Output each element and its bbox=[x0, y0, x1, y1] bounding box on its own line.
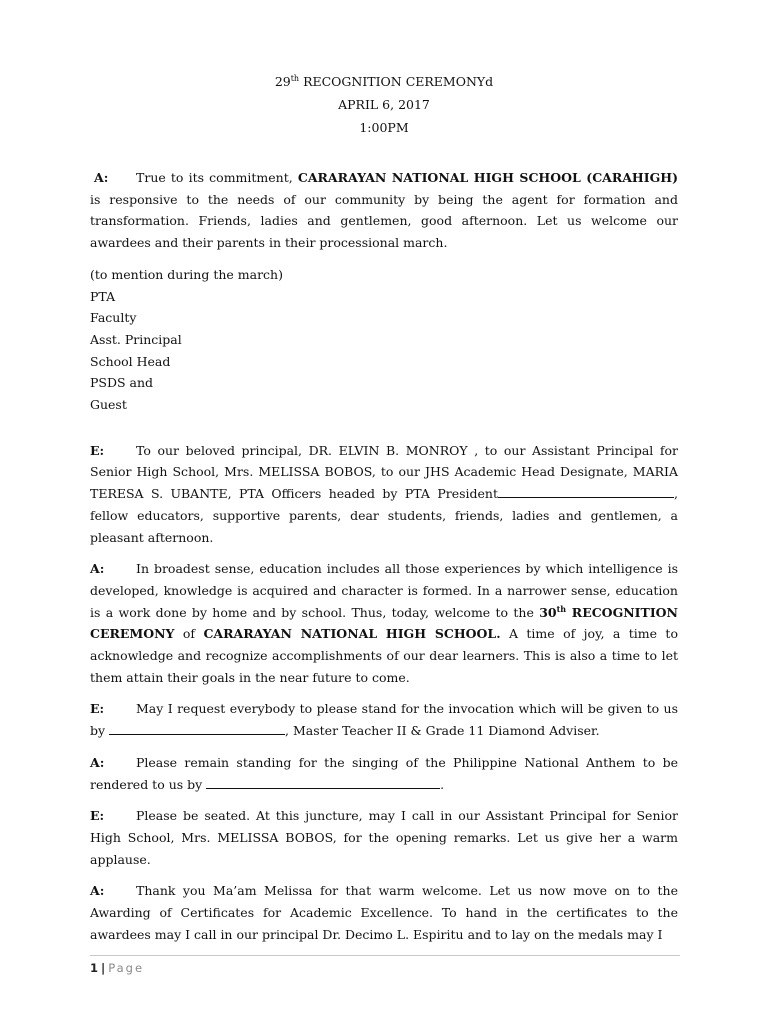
paragraph-4: E: May I request everybody to please stand for the invocation which will be given to us by , Master Teacher II & Grade 11 Diamond Adviser. bbox=[90, 698, 678, 741]
march-heading: (to mention during the march) bbox=[90, 266, 283, 282]
speaker-label: E: bbox=[90, 808, 105, 824]
document-header bbox=[0, 70, 768, 139]
page-number: 1 bbox=[90, 961, 99, 975]
speaker-label: E: bbox=[90, 442, 105, 458]
speaker-label: A: bbox=[90, 561, 105, 577]
paragraph-2: E: To our beloved principal, DR. ELVIN B. MONROY , to our Assistant Principal for Senior High School, Mrs. MELISSA BOBOS, to our JHS Academic Head Designate, MARIA TERESA S. UBANTE, PTA Officers headed by PTA President , fellow educators, supportive parents, dear students, friends, ladies and gentlemen, a pleasant afternoon. bbox=[90, 440, 678, 549]
list-item: Guest bbox=[90, 397, 127, 413]
list-item: Faculty bbox=[90, 310, 137, 326]
paragraph-1: A: True to its commitment, CARARAYAN NATIONAL HIGH SCHOOL (CARAHIGH) is responsive to the needs of our community by being the agent for formation and transformation. Friends, ladies and gentlemen, good afternoon. Let us welcome our awardees and their parents in their processional march. bbox=[90, 167, 678, 254]
script-body bbox=[90, 167, 678, 956]
list-item: Asst. Principal bbox=[90, 331, 182, 347]
fill-in-blank bbox=[498, 486, 674, 498]
paragraph-7: A: Thank you Ma’am Melissa for that warm welcome. Let us now move on to the Awarding of Certificates for Academic Excellence. To hand in the certificates to the awardees may I call in our principal Dr. Decimo L. Espiritu and to lay on the medals may I bbox=[90, 880, 678, 945]
ceremony-time: 1:00PM bbox=[359, 120, 409, 135]
list-item: PSDS and bbox=[90, 375, 154, 391]
march-list bbox=[90, 264, 678, 416]
fill-in-blank bbox=[206, 777, 440, 789]
ceremony-date: APRIL 6, 2017 bbox=[338, 97, 430, 112]
ceremony-title: 29th RECOGNITION CEREMONYd bbox=[274, 73, 494, 89]
list-item: School Head bbox=[90, 353, 171, 369]
list-item: PTA bbox=[90, 288, 116, 304]
speaker-label: A: bbox=[90, 754, 105, 770]
paragraph-6: E: Please be seated. At this juncture, may I call in our Assistant Principal for Senior High School, Mrs. MELISSA BOBOS, for the opening remarks. Let us give her a warm applause. bbox=[90, 805, 678, 870]
page-footer bbox=[90, 955, 680, 975]
speaker-label: A: bbox=[90, 883, 105, 899]
speaker-label: A: bbox=[94, 170, 109, 185]
footer-separator: | bbox=[101, 961, 106, 975]
paragraph-5: A: Please remain standing for the singing of the Philippine National Anthem to be rendered to us by . bbox=[90, 752, 678, 795]
speaker-label: E: bbox=[90, 701, 105, 717]
paragraph-3: A: In broadest sense, education includes all those experiences by which intelligence is developed, knowledge is acquired and character is formed. In a narrower sense, education is a work done by home and by school. Thus, today, welcome to the 30th RECOGNITION CEREMONY of CARARAYAN NATIONAL HIGH SCHOOL. A time of joy, a time to acknowledge and recognize accomplishments of our dear learners. This is also a time to let them attain their goals in the near future to come. bbox=[90, 558, 678, 688]
fill-in-blank bbox=[109, 723, 285, 735]
page-word: Page bbox=[108, 961, 145, 975]
